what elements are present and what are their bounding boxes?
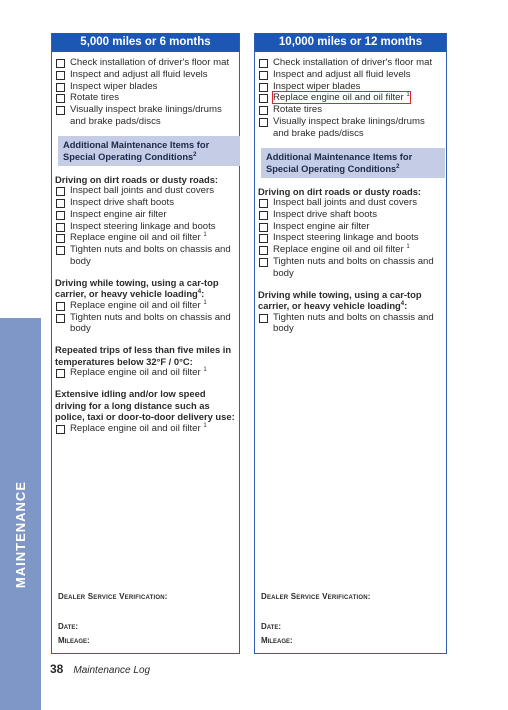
mileage-label: Mileage: <box>58 636 90 645</box>
checklist-item-text-wrap <box>70 185 236 197</box>
checklist-item <box>258 197 443 209</box>
highlighted-checklist-item <box>273 92 410 103</box>
checklist-item-text: Tighten nuts and bolts on chassis and body <box>273 256 434 279</box>
checklist-item-text-wrap <box>70 367 236 379</box>
sections <box>55 174 236 435</box>
date-label: Date: <box>261 622 281 631</box>
checklist-item-text-wrap <box>70 244 236 268</box>
footnote-mark: 4 <box>400 301 405 308</box>
checklist-item-text: Rotate tires <box>70 92 120 104</box>
condition-checklist <box>258 312 443 336</box>
checklist-item-label <box>70 221 216 232</box>
condition-title-text: Driving on dirt roads or dusty roads: <box>55 173 219 185</box>
checkbox[interactable] <box>56 223 65 232</box>
checklist-item-label <box>70 81 157 92</box>
checklist-item-text: Check installation of driver's floor mat <box>70 57 230 68</box>
checkbox[interactable] <box>259 94 268 103</box>
checklist-item <box>258 256 443 280</box>
checklist-item-text-wrap <box>70 423 236 435</box>
checklist-item-text: Replace engine oil and oil filter <box>273 92 404 104</box>
condition-title <box>55 388 236 423</box>
checkbox[interactable] <box>259 83 268 92</box>
condition-title <box>258 186 443 198</box>
left-column <box>51 33 240 654</box>
condition-title-text: Driving on dirt roads or dusty roads: <box>258 185 422 197</box>
checklist-item-text-wrap <box>70 104 236 128</box>
checklist-item-label <box>273 221 370 232</box>
footnote-mark: 1 <box>203 367 207 374</box>
checklist-item-label <box>273 197 417 208</box>
condition-section <box>55 277 236 335</box>
footnote-mark: 1 <box>203 299 207 306</box>
checklist-item-text: Tighten nuts and bolts on chassis and body <box>273 311 434 335</box>
checklist-item-text-wrap <box>273 232 443 244</box>
column-body <box>52 52 239 434</box>
condition-title-text: Driving while towing, using a car-top carrier, or heavy vehicle loading <box>55 276 219 300</box>
checklist-item-text: Inspect wiper blades <box>273 80 361 92</box>
checklist-item-text-wrap <box>70 312 236 336</box>
checklist-item <box>258 209 443 221</box>
sections <box>258 186 443 336</box>
condition-checklist <box>55 423 236 435</box>
checkbox[interactable] <box>259 223 268 232</box>
checkbox[interactable] <box>259 59 268 68</box>
checkbox[interactable] <box>56 187 65 196</box>
condition-title-text: Repeated trips of less than five miles in temperatures below 32°F / 0°C: <box>55 344 232 367</box>
checkbox[interactable] <box>56 94 65 103</box>
condition-title-text: Driving while towing, using a car-top carrier, or heavy vehicle loading <box>258 288 422 312</box>
checkbox[interactable] <box>259 118 268 127</box>
main-checklist <box>258 57 443 140</box>
checklist-item-text: Replace engine oil and oil filter <box>70 299 201 311</box>
checkbox[interactable] <box>56 369 65 378</box>
mileage-label: Mileage: <box>261 636 293 645</box>
condition-section <box>55 388 236 434</box>
right-column <box>254 33 447 654</box>
checklist-item-text: Rotate tires <box>273 104 323 116</box>
column-header: 10,000 miles or 12 months <box>255 33 446 52</box>
checklist-item <box>258 92 443 104</box>
additional-items-header-text: Additional Maintenance Items for Special Operating Conditions <box>63 139 210 162</box>
condition-title: Driving while towing, using a car-top carrier, or heavy vehicle loading$^4$: <box>258 288 422 312</box>
checklist-item <box>55 312 236 336</box>
checklist-item-label <box>70 57 229 68</box>
checklist-item-text-wrap <box>273 81 443 93</box>
checklist-item-text: Inspect and adjust all fluid levels <box>70 68 208 80</box>
checkbox[interactable] <box>56 83 65 92</box>
checkbox[interactable] <box>259 211 268 220</box>
checkbox[interactable] <box>56 211 65 220</box>
checklist-item-label <box>70 244 231 267</box>
checklist-item-text: Replace engine oil and oil filter <box>70 367 201 379</box>
checklist-item-text-wrap <box>70 69 236 81</box>
checklist-item-text-wrap <box>70 57 236 69</box>
footnote-mark: 1 <box>203 232 207 239</box>
date-label: Date: <box>58 622 78 631</box>
checklist-item <box>258 57 443 69</box>
checklist-item-text-wrap <box>273 57 443 69</box>
checklist-item <box>55 423 236 435</box>
footnote-mark: 2 <box>396 163 400 170</box>
condition-title <box>55 344 236 367</box>
footnote-mark: 2 <box>193 151 197 158</box>
checklist-item-label <box>273 81 360 92</box>
checklist-item-label <box>273 244 410 255</box>
checkbox[interactable] <box>56 302 65 311</box>
condition-title <box>55 174 236 186</box>
checkbox[interactable] <box>259 258 268 267</box>
checklist-item-label <box>273 209 377 220</box>
checkbox[interactable] <box>259 246 268 255</box>
condition-section <box>55 174 236 268</box>
checklist-item <box>55 232 236 244</box>
checkbox[interactable] <box>259 199 268 208</box>
checklist-item-label <box>70 232 207 243</box>
footnote-mark: 1 <box>406 92 410 99</box>
checklist-item-text: Tighten nuts and bolts on chassis and body <box>70 244 231 268</box>
checklist-item-text: Inspect wiper blades <box>70 80 158 92</box>
checkbox[interactable] <box>259 314 268 323</box>
checklist-item-label <box>70 300 207 311</box>
checkbox[interactable] <box>259 234 268 243</box>
checklist-item <box>55 57 236 69</box>
checklist-item-text-wrap <box>273 312 443 336</box>
checklist-item-text: Inspect drive shaft boots <box>273 208 377 220</box>
checklist-item-text: Tighten nuts and bolts on chassis and body <box>70 311 231 335</box>
checklist-item-text: Inspect steering linkage and boots <box>273 232 419 244</box>
checklist-item-label <box>70 197 174 208</box>
checkbox[interactable] <box>56 246 65 255</box>
checkbox[interactable] <box>259 71 268 80</box>
footnote-mark: 4 <box>197 289 202 296</box>
checklist-item <box>55 367 236 379</box>
checklist-item <box>55 209 236 221</box>
checklist-item-text-wrap <box>273 69 443 81</box>
checklist-item <box>55 104 236 128</box>
condition-checklist <box>258 197 443 280</box>
dealer-verification-label: Dealer Service Verification: <box>261 592 371 601</box>
checklist-item-text-wrap <box>70 92 236 104</box>
checklist-item-label <box>273 312 434 335</box>
checklist-item <box>258 312 443 336</box>
condition-title: Driving while towing, using a car-top carrier, or heavy vehicle loading$^4$: <box>55 276 219 300</box>
checklist-item-text-wrap <box>70 232 236 244</box>
checklist-item-label <box>273 69 411 80</box>
condition-checklist <box>55 367 236 379</box>
checklist-item-text: Inspect ball joints and dust covers <box>70 185 214 197</box>
checklist-item-text: Visually inspect brake linings/drums and brake pads/discs <box>70 104 222 127</box>
checkbox[interactable] <box>56 71 65 80</box>
checklist-item-text-wrap <box>273 256 443 280</box>
checklist-item-label <box>273 104 322 115</box>
checklist-item-text-wrap <box>70 221 236 233</box>
checklist-item-text: Inspect and adjust all fluid levels <box>273 68 411 80</box>
checklist-item-label <box>273 256 434 279</box>
condition-checklist <box>55 185 236 268</box>
checklist-item-text-wrap <box>273 221 443 233</box>
condition-checklist <box>55 300 236 335</box>
checklist-item <box>258 104 443 116</box>
page-footer-title: Maintenance Log <box>73 665 151 676</box>
checklist-item <box>258 81 443 93</box>
page-footer <box>50 662 150 676</box>
checklist-item <box>55 92 236 104</box>
checklist-item-label <box>273 116 425 139</box>
checklist-item-text: Inspect drive shaft boots <box>70 197 174 209</box>
checklist-item-label <box>70 104 222 127</box>
checklist-item-text: Visually inspect brake linings/drums and brake pads/discs <box>273 115 425 139</box>
checklist-item <box>258 244 443 256</box>
column-header: 5,000 miles or 6 months <box>52 33 239 52</box>
checklist-item <box>258 69 443 81</box>
checklist-item-text-wrap <box>70 300 236 312</box>
condition-section <box>55 344 236 379</box>
checklist-item-label <box>70 185 214 196</box>
checklist-item-label <box>273 232 419 243</box>
checklist-item-label <box>273 57 432 68</box>
checklist-item <box>55 81 236 93</box>
checklist-item <box>55 221 236 233</box>
checklist-item-text: Replace engine oil and oil filter <box>70 232 201 244</box>
checklist-item <box>55 185 236 197</box>
main-checklist <box>55 57 236 128</box>
checklist-item-text: Check installation of driver's floor mat <box>273 57 433 68</box>
footnote-mark: 1 <box>203 422 207 429</box>
checklist-item-text: Inspect engine air filter <box>273 220 370 232</box>
checklist-item-label <box>70 92 119 103</box>
checklist-item <box>55 197 236 209</box>
checkbox[interactable] <box>56 314 65 323</box>
side-tab-label-wrap <box>0 318 41 588</box>
checklist-item-label <box>70 423 207 434</box>
checklist-item-text-wrap <box>273 244 443 256</box>
checkbox[interactable] <box>56 199 65 208</box>
checklist-item-label <box>70 209 167 220</box>
page-number: 38 <box>50 662 64 676</box>
checklist-item <box>258 116 443 140</box>
additional-items-header <box>261 148 445 178</box>
checkbox[interactable] <box>56 425 65 434</box>
additional-items-header-text: Additional Maintenance Items for Special Operating Conditions <box>266 151 413 174</box>
checkbox[interactable] <box>259 106 268 115</box>
checklist-item-text-wrap <box>273 116 443 140</box>
condition-section <box>258 289 443 336</box>
side-tab-label: MAINTENANCE <box>13 480 28 588</box>
checkbox[interactable] <box>56 106 65 115</box>
dealer-verification-label: Dealer Service Verification: <box>58 592 168 601</box>
checklist-item <box>258 221 443 233</box>
additional-items-header <box>58 136 240 166</box>
checklist-item-text: Replace engine oil and oil filter <box>70 422 201 434</box>
checklist-item-text-wrap <box>70 197 236 209</box>
footnote-mark: 1 <box>406 244 410 251</box>
checklist-item-text: Replace engine oil and oil filter <box>273 244 404 256</box>
condition-title-text: Extensive idling and/or low speed driving for a long distance such as police, taxi or door-to-door delivery use: <box>55 388 235 423</box>
checklist-item-text: Inspect ball joints and dust covers <box>273 197 417 209</box>
checklist-item-label <box>70 367 207 378</box>
checklist-item-text: Inspect steering linkage and boots <box>70 220 216 232</box>
checklist-item-label <box>70 69 208 80</box>
checklist-item-text-wrap <box>273 92 443 104</box>
column-body <box>255 52 446 335</box>
checklist-item-text-wrap <box>70 209 236 221</box>
checklist-item-text-wrap <box>273 104 443 116</box>
checklist-item <box>258 232 443 244</box>
checklist-item <box>55 69 236 81</box>
checklist-item-text: Inspect engine air filter <box>70 208 167 220</box>
checklist-item-text-wrap <box>273 209 443 221</box>
checklist-item-text-wrap <box>273 197 443 209</box>
checklist-item <box>55 300 236 312</box>
checklist-item <box>55 244 236 268</box>
checklist-item-label <box>70 312 231 335</box>
checklist-item-text-wrap <box>70 81 236 93</box>
condition-section <box>258 186 443 280</box>
checkbox[interactable] <box>56 59 65 68</box>
checkbox[interactable] <box>56 234 65 243</box>
